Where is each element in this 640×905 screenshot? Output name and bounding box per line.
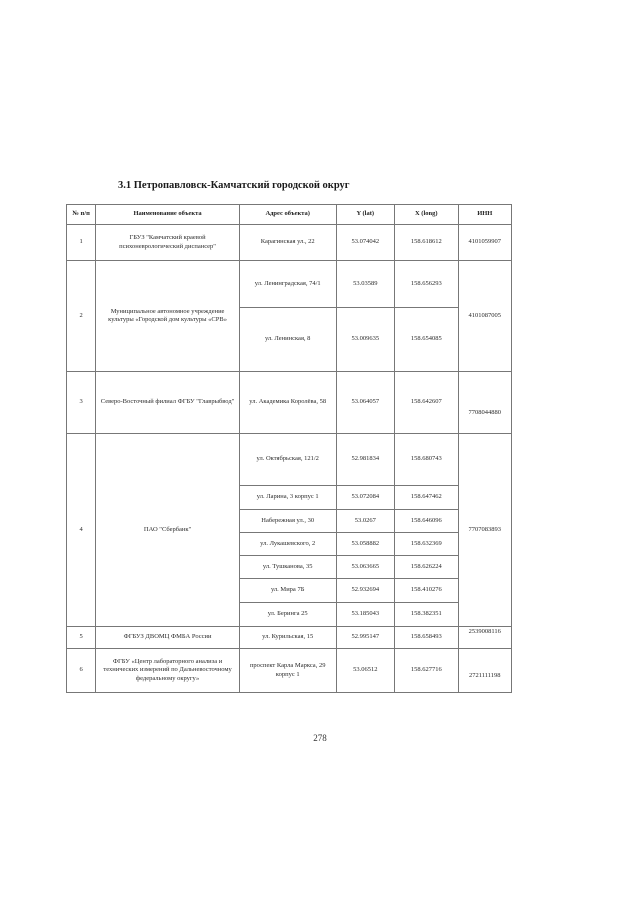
row-inn: 7708044880: [458, 372, 511, 434]
row-lat: 53.058882: [336, 533, 394, 556]
section-heading: 3.1 Петропавловск-Камчатский городской округ: [118, 180, 350, 191]
row-lat: 53.063665: [336, 556, 394, 579]
header-long: X (long): [395, 205, 459, 225]
row-long: 158.618612: [395, 225, 459, 261]
row-long: 158.632369: [395, 533, 459, 556]
header-num: № п/п: [67, 205, 96, 225]
row-address: Набережная ул., 30: [239, 510, 336, 533]
row-lat: 52.995147: [336, 627, 394, 649]
row-name: ФГБУЗ ДВОМЦ ФМБА России: [96, 627, 240, 649]
row-name: ПАО "Сбербанк": [96, 434, 240, 627]
row-lat: 53.064057: [336, 372, 394, 434]
row-long: 158.658493: [395, 627, 459, 649]
table-row: [67, 649, 512, 693]
row-address: ул. Мира 7Б: [239, 579, 336, 603]
row-name: ФГБУ «Центр лабораторного анализа и технических измерений по Дальневосточному федеральному округу»: [96, 649, 240, 693]
page-number: 278: [313, 733, 327, 743]
row-address: ул. Лукашевского, 2: [239, 533, 336, 556]
table-row: [67, 261, 512, 308]
row-lat: 53.06512: [336, 649, 394, 693]
table-row: [67, 627, 512, 649]
row-num: 2: [67, 261, 96, 372]
table-row: [67, 434, 512, 486]
row-address: ул. Ленинградская, 74/1: [239, 261, 336, 308]
row-address: Карагинская ул., 22: [239, 225, 336, 261]
row-long: 158.642607: [395, 372, 459, 434]
row-lat: 53.074042: [336, 225, 394, 261]
row-address: ул. Ленинская, 8: [239, 308, 336, 372]
row-long: 158.410276: [395, 579, 459, 603]
row-num: 6: [67, 649, 96, 693]
row-lat: 53.03589: [336, 261, 394, 308]
row-long: 158.626224: [395, 556, 459, 579]
row-num: 3: [67, 372, 96, 434]
row-lat: 53.009635: [336, 308, 394, 372]
header-name: Наименование объекта: [96, 205, 240, 225]
table-row: [67, 225, 512, 261]
row-long: 158.382351: [395, 603, 459, 627]
row-inn: 2539008116: [458, 627, 511, 649]
row-long: 158.646096: [395, 510, 459, 533]
row-address: ул. Курильская, 15: [239, 627, 336, 649]
row-address: ул. Тушканова, 35: [239, 556, 336, 579]
row-name: Муниципальное автономное учреждение культуры «Городской дом культуры «СРВ»: [96, 261, 240, 372]
row-address: ул. Октябрьская, 121/2: [239, 434, 336, 486]
header-address: Адрес объекта): [239, 205, 336, 225]
row-inn: 4101059907: [458, 225, 511, 261]
header-lat: Y (lat): [336, 205, 394, 225]
row-long: 158.627716: [395, 649, 459, 693]
row-lat: 53.185043: [336, 603, 394, 627]
objects-table: [66, 204, 512, 693]
row-address: проспект Карла Маркса, 29 корпус 1: [239, 649, 336, 693]
row-address: ул. Беринга 25: [239, 603, 336, 627]
table-row: [67, 372, 512, 434]
row-long: 158.654085: [395, 308, 459, 372]
row-inn: 7707083893: [458, 434, 511, 627]
row-num: 4: [67, 434, 96, 627]
row-long: 158.647462: [395, 486, 459, 510]
row-lat: 53.072084: [336, 486, 394, 510]
row-address: ул. Академика Королёва, 58: [239, 372, 336, 434]
row-address: ул. Ларина, 3 корпус 1: [239, 486, 336, 510]
row-long: 158.680743: [395, 434, 459, 486]
row-inn: 4101087005: [458, 261, 511, 372]
table-header-row: [67, 205, 512, 225]
row-name: Северо-Восточный филиал ФГБУ "Главрыбвод": [96, 372, 240, 434]
row-lat: 52.932694: [336, 579, 394, 603]
row-num: 1: [67, 225, 96, 261]
row-lat: 52.981834: [336, 434, 394, 486]
row-num: 5: [67, 627, 96, 649]
row-long: 158.656293: [395, 261, 459, 308]
header-inn: ИНН: [458, 205, 511, 225]
row-lat: 53.0267: [336, 510, 394, 533]
row-name: ГБУЗ "Камчатский краевой психоневрологический диспансер": [96, 225, 240, 261]
row-inn: 2721111198: [458, 649, 511, 693]
